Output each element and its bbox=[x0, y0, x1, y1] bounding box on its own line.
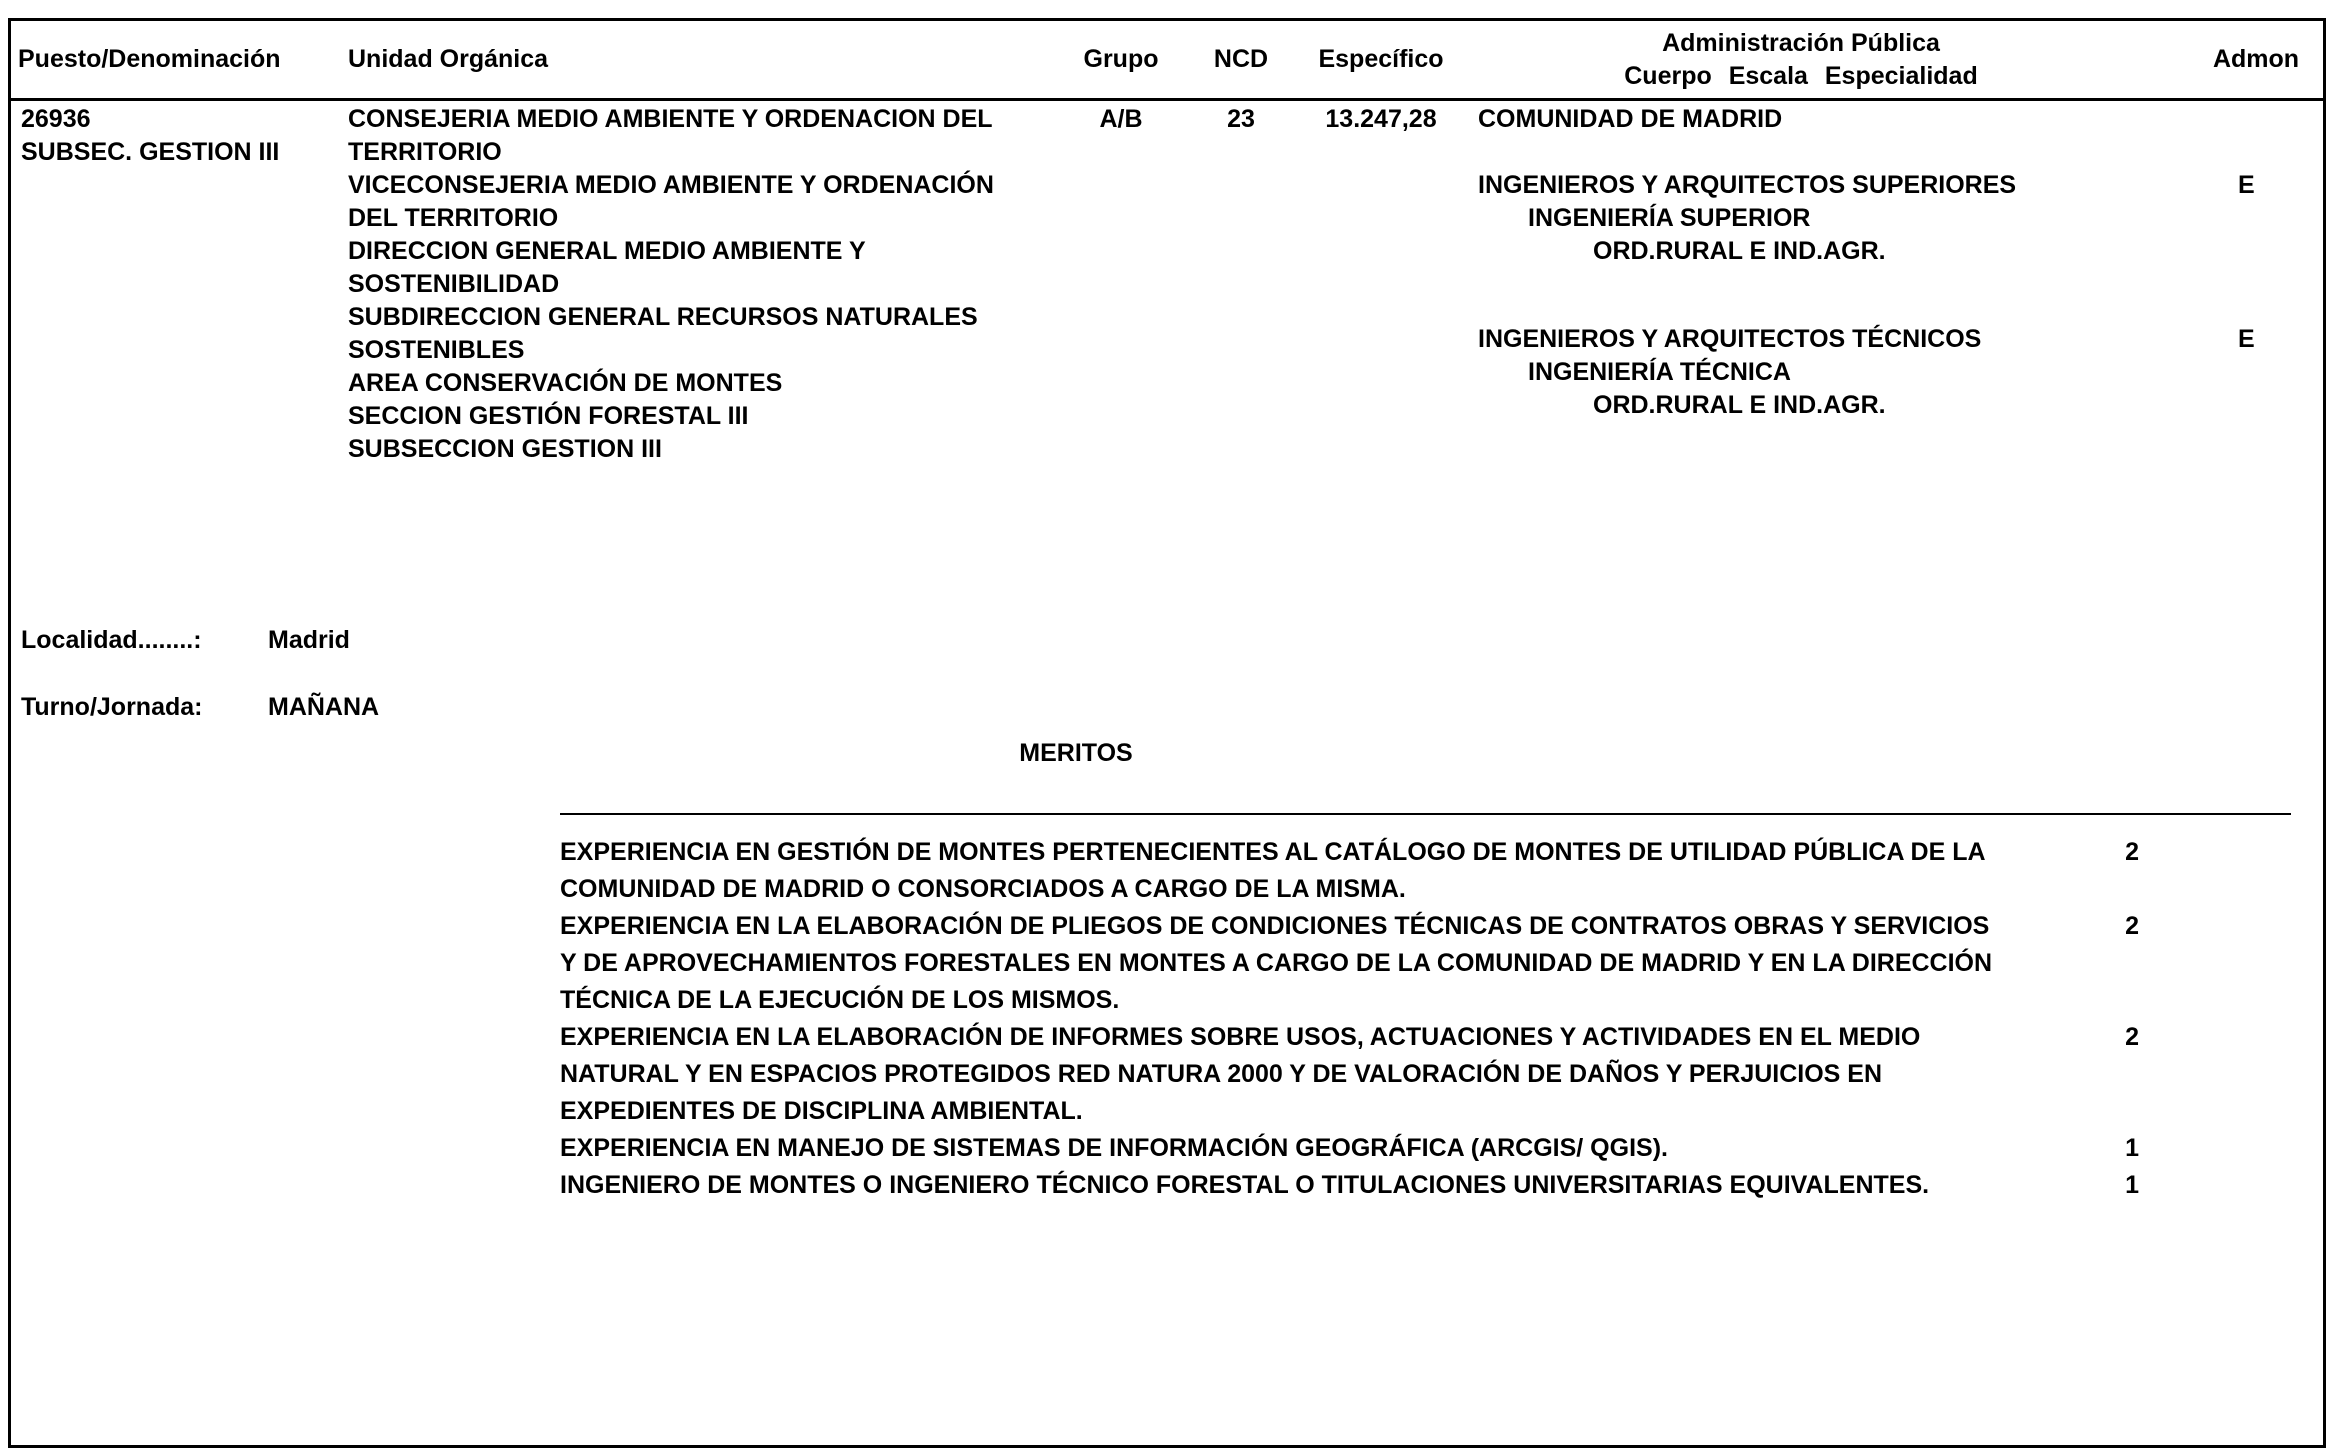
unidad-organica-cell bbox=[348, 103, 1028, 466]
column-header-administracion-publica bbox=[1396, 27, 2206, 93]
cuerpo-name: INGENIEROS Y ARQUITECTOS TÉCNICOS bbox=[1478, 325, 1982, 353]
grupo-value: A/B bbox=[1099, 105, 1143, 133]
merit-text: EXPERIENCIA EN MANEJO DE SISTEMAS DE INFORMACIÓN GEOGRÁFICA (ARCGIS/ QGIS). bbox=[560, 1134, 1668, 1162]
unidad-organica-item: SUBSECCION GESTION III bbox=[348, 435, 662, 463]
unidad-organica-item: SECCION GESTIÓN FORESTAL III bbox=[348, 402, 749, 430]
column-header-grupo: Grupo bbox=[1083, 45, 1159, 73]
cuerpo-group-superiores bbox=[1478, 169, 2288, 268]
column-header-unidad-organica: Unidad Orgánica bbox=[348, 45, 549, 73]
column-header-admon: Admon bbox=[2212, 45, 2300, 73]
cuerpo-group-tecnicos bbox=[1478, 323, 2288, 422]
merit-text: EXPERIENCIA EN LA ELABORACIÓN DE INFORMES SOBRE USOS, ACTUACIONES Y ACTIVIDADES EN EL MEDIO NATURAL Y EN ESPACIOS PROTEGIDOS RED NATURA 2000 Y DE VALORACIÓN DE DAÑOS Y PERJUICIOS EN EXPEDIENTES DE DISCIPLINA AMBIENTAL. bbox=[560, 1023, 1921, 1125]
cuerpo-name: INGENIEROS Y ARQUITECTOS SUPERIORES bbox=[1478, 171, 2017, 199]
column-header-cuerpo-escala-especialidad: Cuerpo Escala Especialidad bbox=[1624, 62, 1978, 90]
column-header-ncd: NCD bbox=[1213, 45, 1269, 73]
turno-jornada-value: MAÑANA bbox=[268, 693, 380, 721]
merit-row bbox=[560, 908, 2231, 1019]
merit-row bbox=[560, 1130, 2231, 1167]
unidad-organica-item: SUBDIRECCION GENERAL RECURSOS NATURALES SOSTENIBLES bbox=[348, 303, 978, 364]
merit-row bbox=[560, 834, 2231, 908]
merit-points: 2 bbox=[2125, 912, 2139, 940]
merit-points: 1 bbox=[2125, 1171, 2139, 1199]
unidad-organica-item: DIRECCION GENERAL MEDIO AMBIENTE Y SOSTENIBILIDAD bbox=[348, 237, 866, 298]
merit-text: EXPERIENCIA EN LA ELABORACIÓN DE PLIEGOS DE CONDICIONES TÉCNICAS DE CONTRATOS OBRAS Y SERVICIOS Y DE APROVECHAMIENTOS FORESTALES EN MONTES A CARGO DE LA COMUNIDAD DE MADRID Y EN LA DIRECCIÓN TÉCNICA DE LA EJECUCIÓN DE LOS MISMOS. bbox=[560, 912, 1993, 1014]
column-header-puesto: Puesto/Denominación bbox=[18, 45, 281, 73]
unidad-organica-item: AREA CONSERVACIÓN DE MONTES bbox=[348, 369, 783, 397]
merit-row bbox=[560, 1167, 2231, 1204]
admon-flag: E bbox=[2238, 171, 2255, 199]
job-posting-sheet bbox=[8, 18, 2326, 1448]
puesto-denomination: SUBSEC. GESTION III bbox=[21, 138, 280, 166]
merit-row bbox=[560, 1019, 2231, 1130]
merit-points: 2 bbox=[2125, 1023, 2139, 1051]
merit-text: INGENIERO DE MONTES O INGENIERO TÉCNICO FORESTAL O TITULACIONES UNIVERSITARIAS EQUIVALENTES. bbox=[560, 1171, 1930, 1199]
meritos-title: MERITOS bbox=[1019, 739, 1133, 767]
merit-text: EXPERIENCIA EN GESTIÓN DE MONTES PERTENECIENTES AL CATÁLOGO DE MONTES DE UTILIDAD PÚBLICA DE LA COMUNIDAD DE MADRID O CONSORCIADOS A CARGO DE LA MISMA. bbox=[560, 838, 1985, 903]
header-separator-line bbox=[11, 98, 2323, 101]
column-header-administracion-line1: Administración Pública bbox=[1662, 29, 1940, 57]
especialidad-name: ORD.RURAL E IND.AGR. bbox=[1593, 391, 1886, 419]
localidad-value: Madrid bbox=[268, 626, 350, 654]
admon-flag: E bbox=[2238, 325, 2255, 353]
puesto-code: 26936 bbox=[21, 105, 91, 133]
especialidad-name: ORD.RURAL E IND.AGR. bbox=[1593, 237, 1886, 265]
meritos-separator-line bbox=[560, 813, 2291, 815]
localidad-label: Localidad........: bbox=[21, 626, 202, 654]
merit-points: 1 bbox=[2125, 1134, 2139, 1162]
turno-jornada-label: Turno/Jornada: bbox=[21, 693, 203, 721]
administracion-value: COMUNIDAD DE MADRID bbox=[1478, 105, 1783, 133]
escala-name: INGENIERÍA SUPERIOR bbox=[1528, 204, 1811, 232]
column-header-especifico: Específico bbox=[1318, 45, 1444, 73]
administracion-publica-cell bbox=[1478, 103, 2288, 422]
meritos-list bbox=[560, 834, 2231, 1204]
merit-points: 2 bbox=[2125, 838, 2139, 866]
escala-name: INGENIERÍA TÉCNICA bbox=[1528, 358, 1791, 386]
ncd-value: 23 bbox=[1227, 105, 1255, 133]
unidad-organica-item: CONSEJERIA MEDIO AMBIENTE Y ORDENACION DEL TERRITORIO bbox=[348, 105, 993, 166]
unidad-organica-item: VICECONSEJERIA MEDIO AMBIENTE Y ORDENACIÓN DEL TERRITORIO bbox=[348, 171, 994, 232]
especifico-value: 13.247,28 bbox=[1325, 105, 1437, 133]
puesto-cell bbox=[21, 103, 341, 169]
